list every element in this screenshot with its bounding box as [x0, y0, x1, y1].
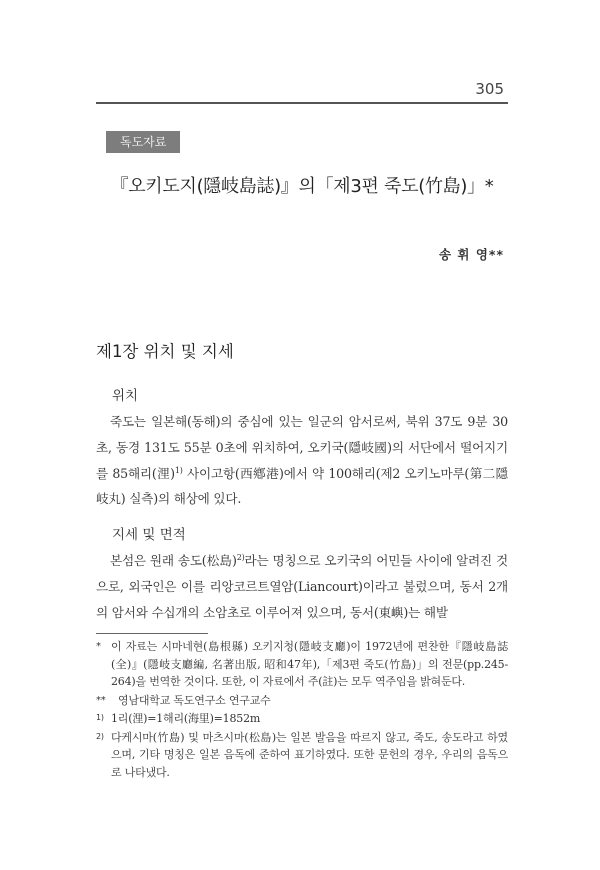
footnote-item [96, 710, 508, 728]
footnote-text: 다케시마(竹島) 및 마츠시마(松島)는 일본 발음을 따르지 않고, 죽도, 송도라고 하였으며, 기타 명칭은 일본 음독에 준하여 표기하였다. 또한 문헌의 경우, 우리의 음독으로 나타냈다. [111, 730, 508, 779]
footnote-text: 이 자료는 시마네현(島根縣) 오키지청(隱岐支廳)이 1972년에 편찬한『隱岐島誌(全)』(隱岐支廳編, 名著出版, 昭和47年),「제3편 죽도(竹島)」의 전문(pp.245-264)을 번역한 것이다. 또한, 이 자료에서 주(註)는 모두 역주임을 밝혀둔다. [111, 640, 508, 688]
paragraph-location [96, 409, 508, 512]
footnote-rule [96, 633, 208, 634]
paragraph-text: 죽도는 일본해(동해)의 중심에 있는 일군의 암서로써, 북위 37도 9분 30초, 동경 131도 55분 0초에 위치하여, 오키국(隱岐國)의 서단에서 떨어지기를 85해리(浬) [96, 414, 508, 481]
section-heading-location: 위치 [112, 388, 139, 404]
footnote-mark: 2) [96, 731, 104, 741]
header-rule [96, 102, 508, 104]
footnote-ref-1[interactable]: 1) [174, 465, 183, 475]
paragraph-text: 사이고항(西鄕港)에서 약 100해리(제2 오키노마루(第二隱岐丸) 실측)의 해상에 있다. [96, 465, 508, 507]
footnote-mark: ** [96, 694, 106, 706]
chapter-heading: 제1장 위치 및 지세 [96, 342, 234, 361]
author-name: 송 휘 영** [438, 247, 504, 262]
footnote-text: 영남대학교 독도연구소 연구교수 [118, 693, 271, 707]
section-heading-terrain: 지세 및 면적 [112, 527, 186, 543]
footnote-item [96, 692, 508, 710]
footnote-text: 1리(浬)=1해리(海里)=1852m [111, 712, 261, 725]
footnote-ref-2[interactable]: 2) [236, 552, 245, 562]
footnote-item [96, 638, 508, 691]
paragraph-text: 라는 명칭으로 오키국의 어민들 사이에 알려진 것으로, 외국인은 이를 리앙코르트열암(Liancourt)이라고 불렀으며, 동서 2개의 암서와 수십개의 소암초로 이루어져 있으며, 동서(東嶼)는 해발 [96, 553, 508, 620]
footnote-mark: 1) [96, 713, 104, 722]
footnotes [96, 638, 508, 782]
paragraph-terrain [96, 548, 508, 626]
page-number: 305 [475, 80, 504, 98]
paragraph-text: 본섬은 원래 송도(松島) [110, 553, 237, 568]
footnote-mark: * [96, 641, 101, 652]
section-badge: 독도자료 [106, 131, 180, 153]
footnote-item [96, 729, 508, 782]
document-title: 『오키도지(隱岐島誌)』의「제3편 죽도(竹島)」* [110, 176, 494, 197]
